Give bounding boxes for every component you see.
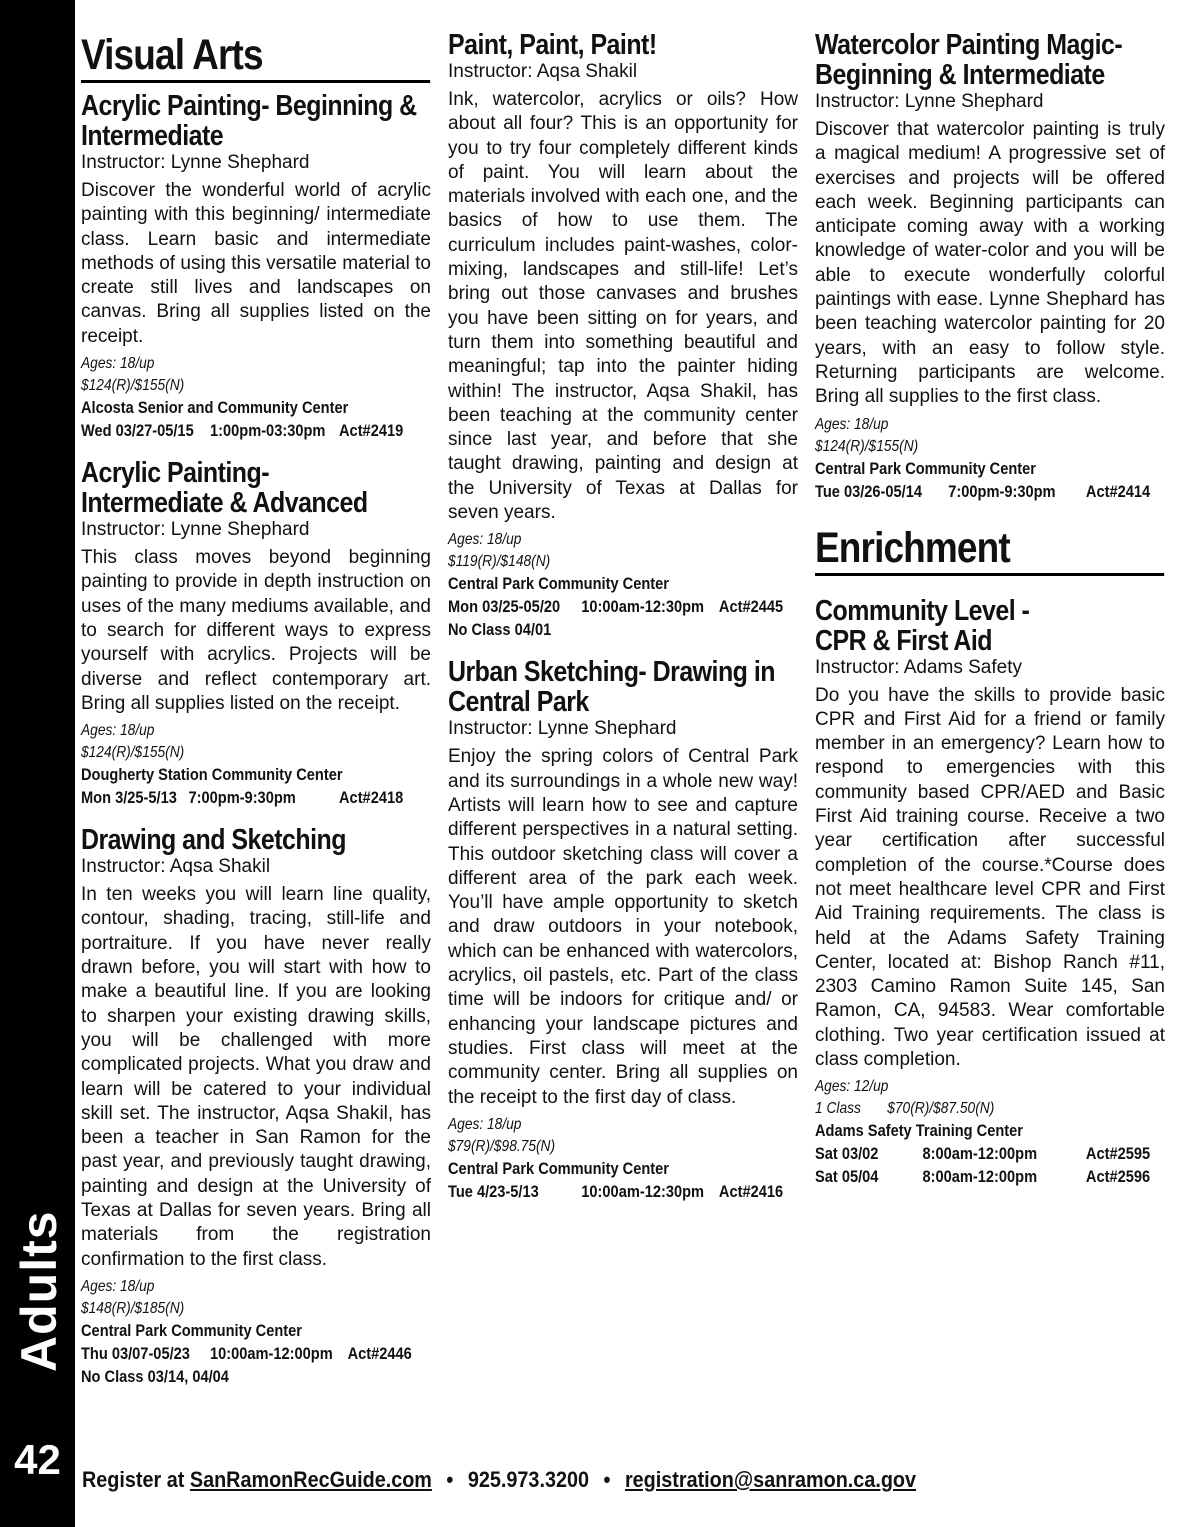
- course-drawing-sketching: [81, 825, 431, 1388]
- course-title-line2: Central Park: [448, 686, 589, 719]
- dates: Mon 3/25-5/13: [81, 788, 177, 808]
- course-description: Do you have the skills to provide basic CPR and First Aid for a friend or family member in an emergency? Learn how to respond to emergencies with this community based CPR/AED and Basic First Aid training course. Receive a two year certification after successful completion of the course.*Course does not meet healthcare level CPR and First Aid Training requirements. The class is held at the Adams Safety Training Center, located at: Bishop Ranch #11, 2303 Camino Ramon Suite 145, San Ramon, CA, 94583. Wear comfortable clothing. Two year certification issued at class completion.: [815, 684, 1165, 1071]
- activity-number: Act#2414: [1085, 481, 1151, 501]
- dates: Wed 03/27-05/15: [81, 421, 194, 441]
- fee: $124(R)/$155(N): [815, 437, 919, 455]
- course-title-line1: Community Level -: [815, 594, 1030, 627]
- location: Alcosta Senior and Community Center: [81, 398, 349, 418]
- course-description: Enjoy the spring colors of Central Park and its surroundings in a whole new way! Artists will learn how to see and capture different perspectives in a natural setting. This outdoor sketching class will cover a different area of the park each week. You’ll have ample opportunity to sketch and draw outdoors in your notebook, which can be enhanced with watercolors, acrylics, oil pastels, etc. Part of the class time will be indoors for critique and/ or enhancing your landscape pictures and studies. First class will meet at the community center. Bring all supplies on the receipt to the first day of class.: [448, 746, 798, 1108]
- ages: Ages: 12/up: [815, 1078, 889, 1096]
- instructor: Instructor: Lynne Shephard: [81, 519, 310, 541]
- schedule: [815, 480, 1164, 503]
- course-title-line1: Acrylic Painting-: [81, 457, 270, 490]
- schedule: [81, 419, 430, 442]
- location: Central Park Community Center: [815, 458, 1036, 478]
- course-description: In ten weeks you will learn line quality, contour, shading, tracing, still-life and portraiture. If you have never really drawn before, you will start with how to make a beautiful line. If you are looking to sharpen your existing drawing skills, you will be challenged with more complicated projects. What you draw and learn will be catered to your individual skill set. The instructor, Aqsa Shakil, has been a teacher in San Ramon for the past year, and previously taught drawing, painting and design at the University of Texas at Dallas for seven years. Bring all materials from the registration confirmation to the first class.: [81, 884, 431, 1270]
- course-title-line2: Intermediate: [81, 120, 224, 152]
- course-title: Paint, Paint, Paint!: [448, 29, 657, 61]
- course-title: [81, 91, 430, 151]
- page-number: 42: [14, 1436, 61, 1483]
- footer-separator: •: [446, 1467, 454, 1492]
- instructor: Instructor: Aqsa Shakil: [81, 856, 271, 878]
- course-acrylic-beginning: [81, 91, 431, 442]
- section-tab-label: Adults: [11, 1210, 67, 1372]
- fee: [815, 1098, 1116, 1120]
- fee-label: 1 Class: [815, 1100, 861, 1118]
- activity-number: Act#2416: [718, 1181, 784, 1201]
- course-title-line2: CPR & First Aid: [815, 624, 993, 657]
- column-3: [815, 30, 1165, 1204]
- course-description: Discover the wonderful world of acrylic painting with this beginning/ intermediate class. Learn basic and intermediate methods of using this versatile material to create still lives and landscapes on canvas. Bring all supplies listed on the receipt.: [81, 180, 431, 347]
- location: Adams Safety Training Center: [815, 1121, 1023, 1141]
- course-title: [448, 657, 797, 717]
- dates: Sat 05/04: [815, 1167, 879, 1187]
- time: 10:00am-12:30pm: [581, 1181, 705, 1201]
- course-title-line1: Urban Sketching- Drawing in: [448, 656, 775, 689]
- course-title-line2: Intermediate & Advanced: [81, 487, 368, 520]
- email-link[interactable]: registration@sanramon.ca.gov: [624, 1467, 917, 1492]
- fee: $79(R)/$98.75(N): [448, 1137, 556, 1155]
- course-description: This class moves beyond beginning painting to provide in depth instruction on uses of the many mediums available, and to search for different ways to express yourself with acrylics. Projects will be diverse and reflect contemporary art. Bring all supplies listed on the receipt.: [81, 547, 431, 714]
- column-2: [448, 30, 798, 1219]
- course-description: Ink, watercolor, acrylics or oils? How about all four? This is an opportunity for you to try four completely different kinds of paint. You will learn about the materials involved with each one, and the basics of how to use them. The curriculum includes paint-washes, color-mixing, landscapes and still-life! Let’s bring out those canvases and brushes you have been sitting on for years, and turn them into something beautiful and meaningful; tap into the painter hiding within! The instructor, Aqsa Shakil, has been teaching at the community center since last year, and before that she taught drawing, painting and design at the University of Texas at Dallas for seven years.: [448, 89, 798, 524]
- course-title-line1: Acrylic Painting- Beginning &: [81, 90, 417, 122]
- course-urban-sketching: [448, 657, 798, 1202]
- activity-number: Act#2446: [347, 1343, 412, 1363]
- instructor: Instructor: Lynne Shephard: [81, 152, 310, 173]
- time: 8:00am-12:00pm: [922, 1144, 1038, 1164]
- activity-number: Act#2419: [339, 421, 404, 441]
- location: Central Park Community Center: [448, 1158, 669, 1178]
- course-description: Discover that watercolor painting is truly a magical medium! A progressive set of exercises and projects will be offered each week. Beginning participants can anticipate coming away with a working knowledge of water-color and you will be able to execute wonderfully colorful paintings with ease. Lynne Shephard has been teaching watercolor painting for 20 years, with an easy to follow style. Returning participants are welcome. Bring all supplies to the first class.: [815, 119, 1165, 408]
- ages: Ages: 18/up: [81, 1277, 155, 1295]
- activity-number: Act#2596: [1085, 1167, 1151, 1187]
- course-watercolor: [815, 30, 1165, 503]
- schedule: [815, 1142, 1164, 1165]
- footer: [82, 1466, 916, 1494]
- time: 7:00pm-9:30pm: [188, 788, 296, 808]
- schedule: [81, 1342, 430, 1365]
- footer-separator: •: [603, 1467, 611, 1492]
- course-title: [815, 596, 1164, 656]
- no-class-note: No Class 04/01: [448, 620, 552, 640]
- schedule: [81, 786, 430, 809]
- time: 10:00am-12:30pm: [581, 597, 705, 617]
- section-title-enrichment: Enrichment: [815, 523, 1164, 576]
- course-title: Drawing and Sketching: [81, 824, 346, 857]
- dates: Thu 03/07-05/23: [81, 1343, 190, 1363]
- ages: Ages: 18/up: [448, 531, 522, 549]
- instructor: Instructor: Lynne Shephard: [815, 91, 1044, 112]
- side-bar: [0, 0, 75, 1527]
- course-title-line1: Watercolor Painting Magic-: [815, 29, 1123, 61]
- fee: $124(R)/$155(N): [81, 744, 185, 762]
- column-1: [81, 30, 431, 1404]
- schedule: [448, 1180, 797, 1203]
- dates: Tue 03/26-05/14: [815, 481, 923, 501]
- time: 10:00am-12:00pm: [210, 1343, 333, 1363]
- footer-prefix: Register at: [82, 1467, 185, 1492]
- fee-value: $70(R)/$87.50(N): [887, 1100, 995, 1118]
- activity-number: Act#2418: [339, 788, 404, 808]
- course-title-line2: Beginning & Intermediate: [815, 59, 1105, 91]
- instructor: Instructor: Adams Safety: [815, 656, 1022, 678]
- ages: Ages: 18/up: [815, 415, 889, 433]
- location: Dougherty Station Community Center: [81, 765, 343, 785]
- course-title: [815, 30, 1164, 90]
- ages: Ages: 18/up: [81, 722, 155, 740]
- course-title: [81, 458, 430, 518]
- ages: Ages: 18/up: [448, 1115, 522, 1133]
- schedule: [815, 1165, 1164, 1188]
- course-cpr-first-aid: [815, 596, 1165, 1189]
- instructor: Instructor: Lynne Shephard: [448, 718, 677, 740]
- time: 1:00pm-03:30pm: [210, 421, 326, 441]
- course-acrylic-advanced: [81, 458, 431, 809]
- course-paint-paint-paint: [448, 30, 798, 641]
- dates: Sat 03/02: [815, 1144, 879, 1164]
- no-class-note: No Class 03/14, 04/04: [81, 1366, 229, 1386]
- dates: Tue 4/23-5/13: [448, 1181, 539, 1201]
- fee: $148(R)/$185(N): [81, 1299, 185, 1317]
- fee: $119(R)/$148(N): [448, 553, 551, 571]
- activity-number: Act#2445: [718, 597, 784, 617]
- ages: Ages: 18/up: [81, 355, 155, 373]
- dates: Mon 03/25-05/20: [448, 597, 561, 617]
- instructor: Instructor: Aqsa Shakil: [448, 61, 638, 82]
- phone-number: 925.973.3200: [467, 1467, 589, 1492]
- time: 7:00pm-9:30pm: [948, 481, 1056, 501]
- fee: $124(R)/$155(N): [81, 377, 185, 395]
- schedule: [448, 595, 797, 618]
- location: Central Park Community Center: [448, 574, 669, 594]
- time: 8:00am-12:00pm: [922, 1167, 1038, 1187]
- section-title-visual-arts: Visual Arts: [81, 30, 430, 83]
- website-link[interactable]: SanRamonRecGuide.com: [189, 1467, 432, 1492]
- activity-number: Act#2595: [1085, 1144, 1151, 1164]
- location: Central Park Community Center: [81, 1320, 302, 1340]
